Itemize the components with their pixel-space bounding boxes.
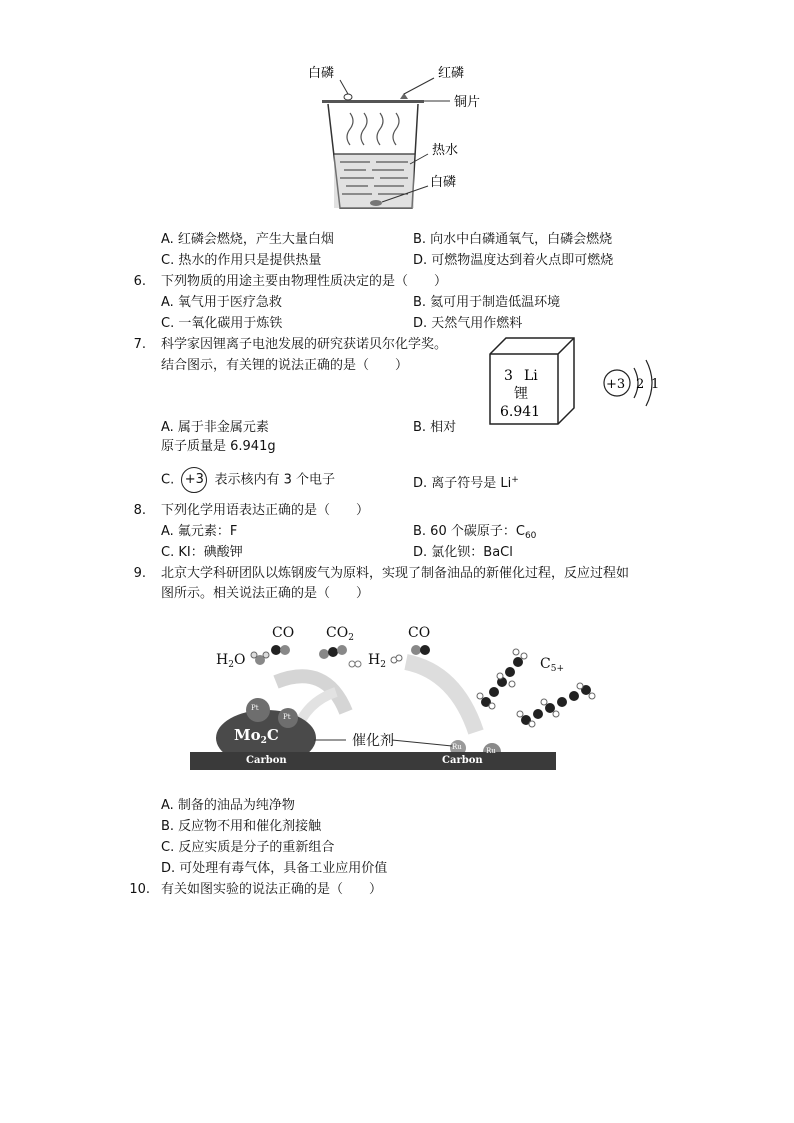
q9-number: 9.: [133, 566, 146, 581]
label-ru-1: Ru: [452, 743, 462, 751]
q7-stem-line1: 科学家因锂离子电池发展的研究获诺贝尔化学奖。: [161, 337, 448, 352]
q7-number: 7.: [133, 337, 146, 352]
q8-option-a[interactable]: A. 氟元素：F: [161, 524, 238, 539]
q8-option-c[interactable]: C. KI：碘酸钾: [161, 545, 243, 560]
q9-option-a[interactable]: A. 制备的油品为纯净物: [161, 798, 295, 813]
q7-option-c-prefix: C.: [161, 472, 175, 488]
q8-option-d[interactable]: D. 氯化钡：BaCl: [413, 545, 513, 560]
atom-shell-2-electrons: 1: [651, 377, 660, 392]
white-phosphorus-top: [344, 94, 352, 100]
q5-option-a[interactable]: A. 红磷会燃烧，产生大量白烟: [161, 232, 334, 247]
atom-nucleus-charge: +3: [606, 377, 626, 392]
label-red-p: 红磷: [438, 66, 465, 81]
label-catalyst: 催化剂: [352, 733, 394, 749]
nucleus-circle-icon: +3: [181, 467, 207, 493]
white-phosphorus-bottom: [370, 200, 382, 206]
label-c5plus: $C_{5+}$: [540, 656, 564, 674]
element-name: 锂: [514, 386, 528, 402]
copper-sheet: [322, 100, 424, 103]
q5-option-b[interactable]: B. 向水中白磷通氧气，白磷会燃烧: [413, 232, 613, 247]
q7-option-d-charge: +: [511, 475, 519, 485]
label-pt-1: Pt: [251, 704, 259, 712]
q7-option-d-text: D. 离子符号是 Li: [413, 476, 512, 491]
label-hot-water: 热水: [432, 143, 459, 158]
label-h2: $H_2$: [368, 652, 386, 670]
q6-option-d[interactable]: D. 天然气用作燃料: [413, 316, 523, 331]
q8-option-b[interactable]: [413, 523, 536, 545]
q5-option-d[interactable]: D. 可燃物温度达到着火点即可燃烧: [413, 253, 614, 268]
label-carbon-left: Carbon: [246, 755, 287, 766]
q9-option-d[interactable]: D. 可处理有毒气体，具备工业应用价值: [161, 861, 388, 876]
q7-option-a[interactable]: A. 属于非金属元素: [161, 420, 269, 435]
q10-number: 10.: [129, 882, 150, 897]
label-h2o: $H_2O$: [216, 652, 246, 670]
label-carbon-right: Carbon: [442, 755, 483, 766]
q8-stem: 下列化学用语表达正确的是（ ）: [161, 503, 370, 518]
q7-option-c-text: 表示核内有 3 个电子: [214, 472, 336, 488]
q8-option-b-text: B. 60 个碳原子：C: [413, 524, 525, 539]
q7-stem-line2: 结合图示，有关锂的说法正确的是（ ）: [161, 358, 409, 373]
q6-option-b[interactable]: B. 氦可用于制造低温环境: [413, 295, 561, 310]
q9-stem-line2: 图所示。相关说法正确的是（ ）: [161, 586, 370, 601]
q7-option-b[interactable]: B. 相对: [413, 420, 457, 435]
label-mo2c: $Mo_2C$: [234, 726, 279, 746]
lithium-element-box: [486, 336, 578, 428]
q6-option-a[interactable]: A. 氧气用于医疗急救: [161, 295, 282, 310]
label-white-p-bottom: 白磷: [430, 175, 457, 190]
q5-option-c[interactable]: C. 热水的作用只是提供热量: [161, 253, 322, 268]
label-co-left: CO: [272, 625, 295, 641]
label-co-right: CO: [408, 625, 431, 641]
element-mass: 6.941: [500, 404, 541, 420]
lithium-atom-structure: [600, 350, 670, 416]
label-co2: $CO_2$: [326, 625, 354, 643]
q6-option-c[interactable]: C. 一氧化碳用于炼铁: [161, 316, 283, 331]
label-ru-2: Ru: [486, 747, 496, 755]
element-atomic-number: 3: [504, 368, 513, 384]
catalysis-labels: [186, 622, 606, 774]
q9-option-c[interactable]: C. 反应实质是分子的重新组合: [161, 840, 335, 855]
q7-option-b-continued: 原子质量是 6.941g: [161, 439, 276, 454]
q8-number: 8.: [133, 503, 146, 518]
label-copper: 铜片: [454, 95, 481, 110]
beaker-figure: [300, 58, 500, 218]
label-white-p-top: 白磷: [308, 66, 335, 81]
q10-stem: 有关如图实验的说法正确的是（ ）: [161, 882, 383, 897]
atom-shell-1-electrons: 2: [636, 377, 645, 392]
q9-option-b[interactable]: B. 反应物不用和催化剂接触: [161, 819, 322, 834]
element-symbol: Li: [524, 368, 538, 384]
q9-stem-line1: 北京大学科研团队以炼钢废气为原料，实现了制备油品的新催化过程，反应过程如: [161, 566, 630, 581]
q7-option-c[interactable]: [161, 467, 335, 494]
q6-number: 6.: [133, 274, 146, 289]
q8-option-b-subscript: 60: [524, 531, 537, 541]
label-pt-2: Pt: [283, 713, 291, 721]
q7-option-d[interactable]: [413, 471, 519, 493]
q6-stem: 下列物质的用途主要由物理性质决定的是（ ）: [161, 274, 448, 289]
